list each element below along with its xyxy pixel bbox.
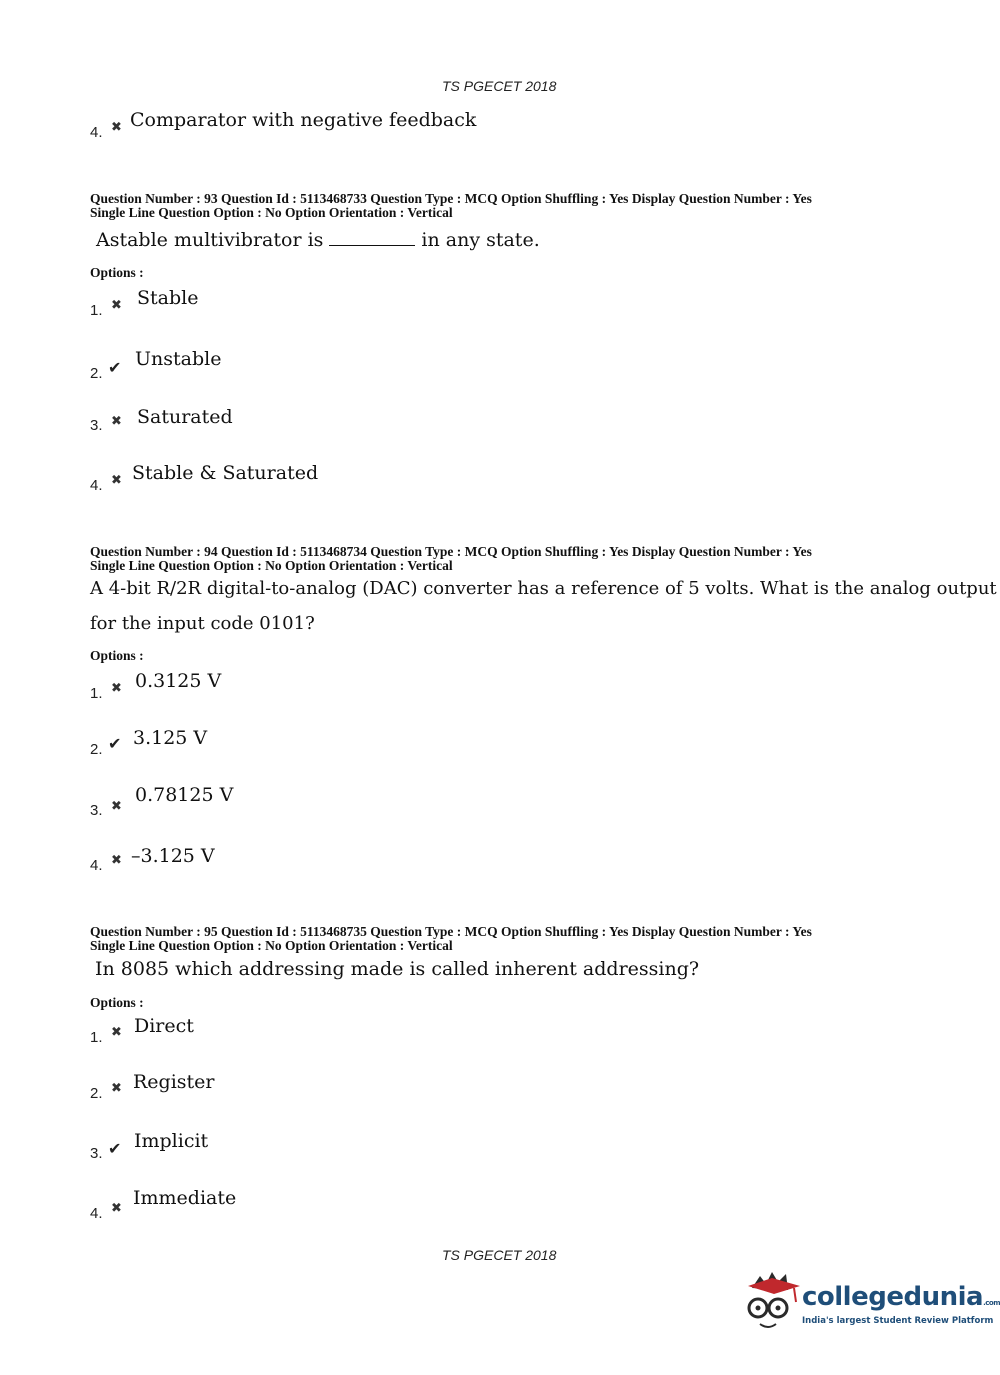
question-meta-line1: Question Number : 95 Question Id : 5113468735 Question Type : MCQ Option Shuffling : Yes Display Question Number : Yes: [90, 924, 812, 939]
page-header: TS PGECET 2018: [442, 78, 557, 94]
question-meta-line2: Single Line Question Option : No Option Orientation : Vertical: [90, 205, 453, 220]
cross-icon: ✖: [111, 1081, 122, 1096]
question-text: [96, 229, 540, 251]
cross-icon: ✖: [111, 799, 122, 814]
option-text: –3.125 V: [131, 845, 215, 867]
option-number: 2.: [90, 741, 103, 758]
check-icon: ✔: [108, 358, 122, 377]
option-text: Comparator with negative feedback: [130, 109, 477, 131]
cross-icon: ✖: [111, 681, 122, 696]
option-number: 2.: [90, 365, 103, 382]
cross-icon: ✖: [111, 473, 122, 488]
option-number: 4.: [90, 124, 103, 141]
options-label: Options :: [90, 995, 144, 1010]
option-number: 4.: [90, 477, 103, 494]
question-text-line2: for the input code 0101?: [90, 613, 315, 634]
question-text-after: in any state.: [421, 229, 540, 251]
option-text: Direct: [134, 1015, 194, 1037]
question-meta-line2: Single Line Question Option : No Option Orientation : Vertical: [90, 938, 453, 953]
logo-tagline: India's largest Student Review Platform: [802, 1316, 994, 1326]
cross-icon: ✖: [111, 414, 122, 429]
options-label: Options :: [90, 265, 144, 280]
option-number: 1.: [90, 685, 103, 702]
option-number: 2.: [90, 1085, 103, 1102]
question-meta-line1: Question Number : 94 Question Id : 5113468734 Question Type : MCQ Option Shuffling : Yes Display Question Number : Yes: [90, 544, 812, 559]
mascot-icon: [742, 1268, 802, 1338]
question-text-line1: In 8085 which addressing made is called inherent addressing?: [95, 958, 700, 980]
check-icon: ✔: [108, 734, 122, 753]
question-text-line1: A 4-bit R/2R digital-to-analog (DAC) converter has a reference of 5 volts. What is the analog output: [90, 578, 997, 599]
option-number: 1.: [90, 1029, 103, 1046]
option-number: 3.: [90, 417, 103, 434]
cross-icon: ✖: [111, 853, 122, 868]
option-text: Register: [133, 1071, 215, 1093]
question-text-before: Astable multivibrator is: [96, 229, 324, 251]
logo-wordmark: collegedunia.com: [802, 1282, 1000, 1312]
option-number: 1.: [90, 302, 103, 319]
option-text: 0.78125 V: [135, 784, 234, 806]
cross-icon: ✖: [111, 1201, 122, 1216]
option-number: 4.: [90, 857, 103, 874]
cross-icon: ✖: [111, 1025, 122, 1040]
option-text: Stable & Saturated: [132, 462, 319, 484]
check-icon: ✔: [108, 1139, 122, 1158]
option-text: Stable: [137, 287, 199, 309]
option-text: Saturated: [137, 406, 233, 428]
option-text: 3.125 V: [133, 727, 208, 749]
option-text: 0.3125 V: [135, 670, 222, 692]
cross-icon: ✖: [111, 298, 122, 313]
question-meta-line1: Question Number : 93 Question Id : 5113468733 Question Type : MCQ Option Shuffling : Yes Display Question Number : Yes: [90, 191, 812, 206]
question-meta-line2: Single Line Question Option : No Option Orientation : Vertical: [90, 558, 453, 573]
fill-in-blank: [329, 231, 415, 246]
option-text: Implicit: [134, 1130, 209, 1152]
option-number: 4.: [90, 1205, 103, 1222]
page-footer: TS PGECET 2018: [442, 1247, 557, 1263]
option-number: 3.: [90, 1145, 103, 1162]
collegedunia-logo: [742, 1268, 1000, 1338]
options-label: Options :: [90, 648, 144, 663]
option-number: 3.: [90, 802, 103, 819]
option-text: Immediate: [133, 1187, 237, 1209]
cross-icon: ✖: [111, 120, 122, 135]
option-text: Unstable: [135, 348, 222, 370]
